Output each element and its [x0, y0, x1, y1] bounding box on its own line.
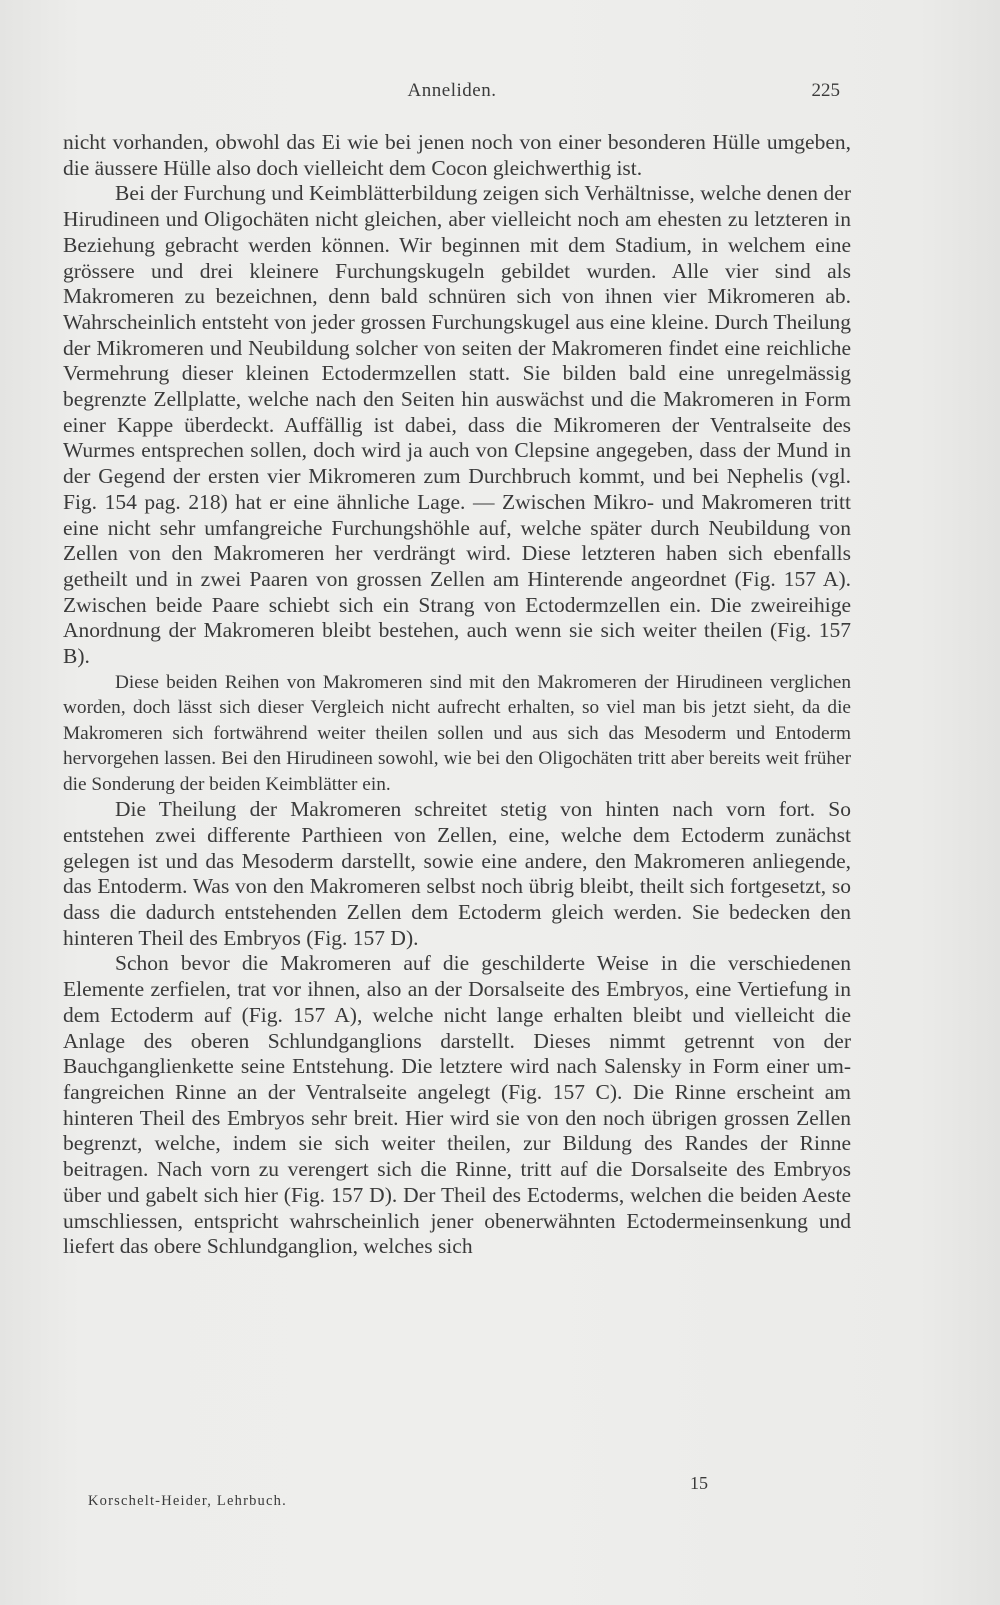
page-number: 225 [811, 80, 840, 101]
paragraph-schlundganglion: Schon bevor die Makromeren auf die geschilderte Weise in die verschiedenen Elemente zerfielen, trat vor ihnen, also an der Dorsalseite des Embryos, eine Vertiefung in dem Ectoderm auf (Fig. 157 A), welche nicht lange erhalten bleibt und vielleicht die Anlage des oberen Schlundganglions darstellt. Dieses nimmt getrennt von der Bauchganglienkette seine Entstehung. Die letztere wird nach Salensky in Form einer umfangreichen Rinne an der Ventralseite angelegt (Fig. 157 C). Die Rinne erscheint am hinteren Theil des Embryos sehr breit. Hier wird sie von den noch übrigen grossen Zellen begrenzt, welche, indem sie sich weiter theilen, zur Bildung des Randes der Rinne beitragen. Nach vorn zu verengert sich die Rinne, tritt auf die Dorsalseite des Embryos über und gabelt sich hier (Fig. 157 D). Der Theil des Ectoderms, welchen die beiden Aeste umschliessen, entspricht wahrscheinlich jener obenerwähnten Ectodermeinsenkung und liefert das obere Schlundganglion, welches sich [63, 951, 851, 1259]
body-text [63, 130, 851, 1260]
running-title: Anneliden. [407, 80, 497, 101]
signature-mark: 15 [690, 1473, 708, 1493]
paragraph-furchung: Bei der Furchung und Keimblätterbildung zeigen sich Verhältnisse, welche denen der Hirudineen und Oligochäten nicht gleichen, aber vielleicht noch am ehesten zu letzteren in Beziehung gebracht werden können. Wir beginnen mit dem Stadium, in welchem eine grössere und drei kleinere Furchungskugeln gebildet wurden. Alle vier sind als Makromeren zu bezeichnen, denn bald schnüren sich von ihnen vier Mikromeren ab. Wahrscheinlich entsteht von jeder grossen Furchungskugel aus eine kleine. Durch Theilung der Mikromeren und Neubildung solcher von seiten der Makromeren findet eine reichliche Vermehrung dieser kleinen Ectodermzellen statt. Sie bilden bald eine unregelmässig begrenzte Zellplatte, welche nach den Seiten hin auswächst und die Makromeren in Form einer Kappe überdeckt. Auffällig ist dabei, dass die Mikromeren der Ventralseite des Wurmes entsprechen sollen, doch wird ja auch von Clepsine angegeben, dass der Mund in der Gegend der ersten vier Mikromeren zum Durchbruch kommt, und bei Nephelis (vgl. Fig. 154 pag. 218) hat er eine ähnliche Lage. — Zwischen Mikro- und Makromeren tritt eine nicht sehr umfangreiche Furchungshöhle auf, welche später durch Neubildung von Zellen von den Makromeren her verdrängt wird. Diese letzteren haben sich ebenfalls getheilt und in zwei Paaren von grossen Zellen am Hinterende angeordnet (Fig. 157 A). Zwischen beide Paare schiebt sich ein Strang von Ectodermzellen ein. Die zweireihige Anordnung der Makromeren bleibt bestehen, auch wenn sie sich weiter theilen (Fig. 157 B). [63, 181, 851, 669]
paragraph-theilung: Die Theilung der Makromeren schreitet stetig von hinten nach vorn fort. So entstehen zwei differente Parthieen von Zellen, eine, welche dem Ectoderm zunächst gelegen ist und das Mesoderm darstellt, sowie eine andere, den Makromeren anliegende, das Entoderm. Was von den Makromeren selbst noch übrig bleibt, theilt sich fortgesetzt, so dass die dadurch entstehenden Zellen dem Ectoderm gleich werden. Sie bedecken den hinteren Theil des Embryos (Fig. 157 D). [63, 797, 851, 950]
running-head [64, 80, 840, 104]
paragraph-makromeren-vergleich: Diese beiden Reihen von Makromeren sind mit den Makromeren der Hirudineen verglichen worden, doch lässt sich dieser Vergleich nicht aufrecht erhalten, so viel man bis jetzt sieht, da die Makromeren sich fortwährend weiter theilen sollen und aus sich das Mesoderm und Entoderm hervorgehen lassen. Bei den Hirudineen sowohl, wie bei den Oligochäten tritt aber bereits weit früher die Sonderung der beiden Keimblätter ein. [63, 671, 851, 795]
paragraph-continuation: nicht vorhanden, obwohl das Ei wie bei jenen noch von einer besonderen Hülle umgeben, die äussere Hülle also doch vielleicht dem Cocon gleichwerthig ist. [63, 130, 851, 180]
footer-book-title: Korschelt-Heider, Lehrbuch. [88, 1493, 287, 1509]
